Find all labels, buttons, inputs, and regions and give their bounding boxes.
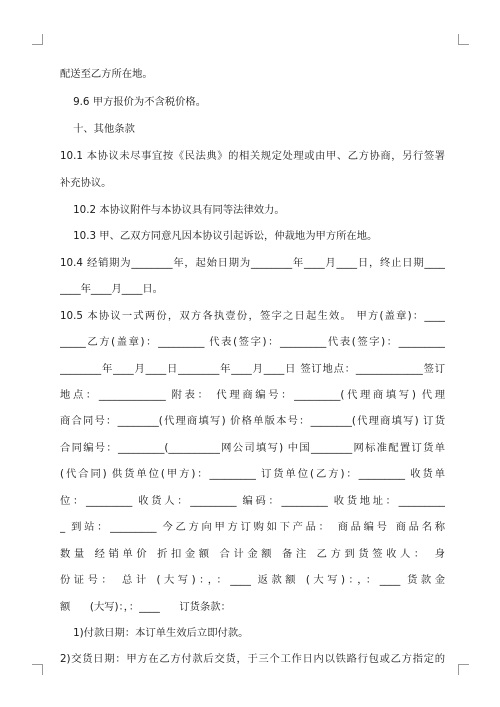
- text-line: 额 (大写)：，：____ 订货条款：: [60, 601, 231, 613]
- text-line: 补充协议。: [60, 177, 112, 189]
- text-line: 10.1 本协议未尽事宜按《民法典》的相关规定处理或由甲、乙方协商，另行签署: [60, 150, 445, 162]
- section-heading: 十、其他条款: [60, 123, 135, 135]
- text-line: 数量 经销单价 折扣金额 合计金额 备注 乙方到货签收人： 身: [60, 548, 445, 560]
- text-line: 合同编号：_________(__________网公司填写) 中国________网标准配置订货单: [60, 442, 445, 454]
- text-line: (代合同) 供货单位(甲方)：_________ 订货单位(乙方)：_________ 收货单: [60, 468, 445, 480]
- text-line: _ 到站：_________ 今乙方向甲方订购如下产品： 商品编号 商品名称: [60, 521, 445, 533]
- text-line: ________年____月____日________年____月____日 签订地点：_____________签订: [60, 363, 445, 375]
- text-line: 10.3 甲、乙双方同意凡因本协议引起诉讼，仲裁地为甲方所在地。: [60, 230, 378, 242]
- text-line: 商合同号：________(代理商填写) 价格单版本号：________(代理商填写) 订货: [60, 415, 445, 427]
- crop-mark-top-right: [458, 34, 469, 45]
- text-line: 2)交货日期：甲方在乙方付款后交货，于三个工作日内以铁路行包或乙方指定的: [60, 653, 445, 665]
- text-line: 10.5 本协议一式两份，双方各执壹份，签字之日起生效。 甲方(盖章)：____: [60, 310, 445, 322]
- crop-mark-bottom-right: [458, 664, 469, 675]
- text-line: 配送至乙方所在地。: [60, 68, 153, 80]
- text-line: _____乙方(盖章)：_________ 代表(签字)：_________代表(签字)：_________: [60, 336, 445, 348]
- text-line: 9.6 甲方报价为不含税价格。: [60, 96, 207, 108]
- crop-mark-top-left: [32, 34, 43, 45]
- text-line: 1)付款日期：本订单生效后立即付款。: [60, 627, 249, 639]
- text-line: 10.4 经销期为________年，起始日期为________年____月____日，终止日期____: [60, 257, 445, 269]
- text-line: 份证号： 总计 (大写)：，：____ 返款额 (大写)：，：____ 货款金: [60, 574, 445, 586]
- crop-mark-bottom-left: [32, 664, 43, 675]
- text-line: ____年____月____日。: [60, 283, 163, 295]
- text-line: 地点：_____________ 附表： 代理商编号：_________(代理商填写) 代理: [60, 389, 445, 401]
- text-line: 10.2 本协议附件与本协议具有同等法律效力。: [60, 204, 285, 216]
- text-line: 位：_________ 收货人：_________ 编码：_________ 收货地址：_________: [60, 495, 445, 507]
